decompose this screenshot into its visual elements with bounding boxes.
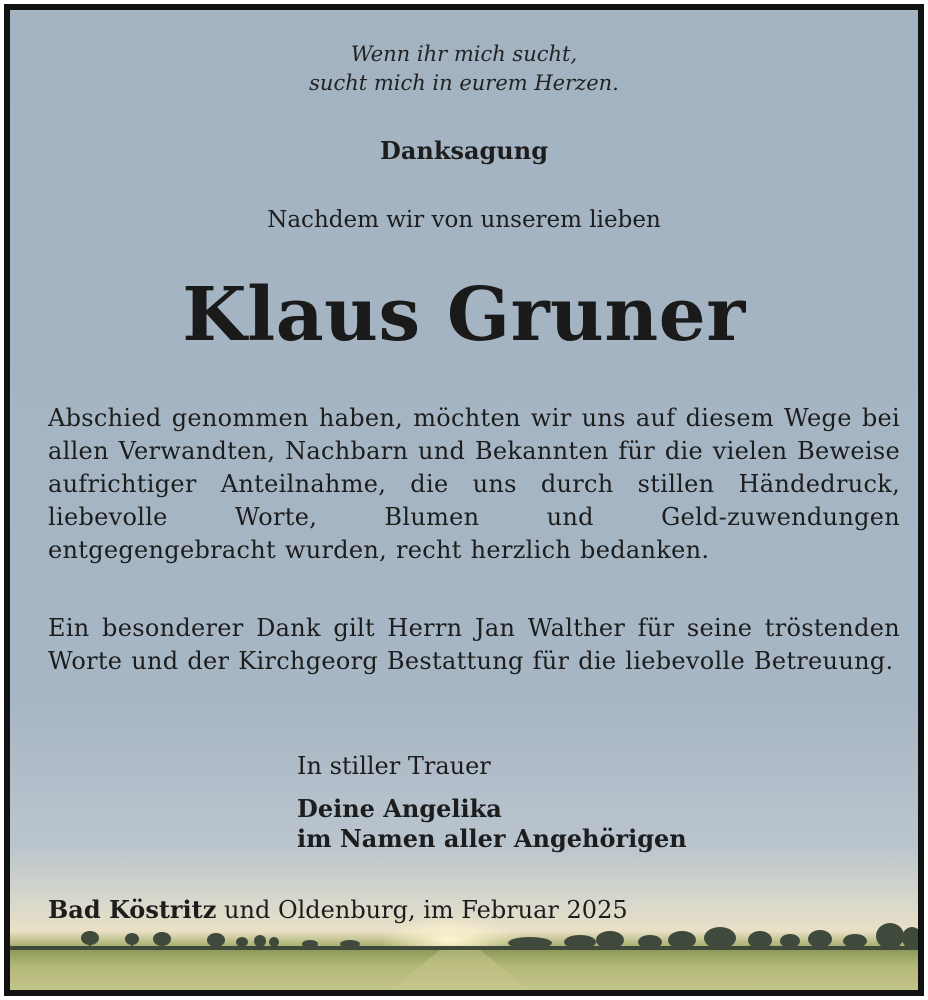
intro-text: Nachdem wir von unserem lieben [267,207,661,233]
motto-line: Wenn ihr mich sucht, [350,42,578,66]
obituary-notice [4,4,924,996]
signer-line: Deine Angelika [297,794,502,823]
place-city: Bad Köstritz [48,895,217,924]
signers [297,794,687,854]
notice-heading: Danksagung [380,136,548,165]
deceased-name: Klaus Gruner [182,272,746,358]
place-date [48,895,628,924]
special-thanks-paragraph: Ein besonderer Dank gilt Herrn Jan Walther für seine tröstenden Worte und der Kirchgeorg Bestattung für die liebevolle Betreuung. [48,614,900,675]
thanks-paragraph: Abschied genommen haben, möchten wir uns auf diesem Wege bei allen Verwandten, Nachbarn und Bekannten für die vielen Beweise aufrichtiger Anteilnahme, die uns durch stillen Händedruck, liebevolle Worte, Blumen und Geld-zuwendungen entgegengebracht wurden, recht herzlich bedanken. [48,404,900,564]
signer-line: im Namen aller Angehörigen [297,824,687,853]
mourning-line: In stiller Trauer [297,752,491,780]
motto-quote [10,40,918,98]
place-date-text: und Oldenburg, im Februar 2025 [224,896,628,924]
motto-line: sucht mich in eurem Herzen. [309,71,619,95]
